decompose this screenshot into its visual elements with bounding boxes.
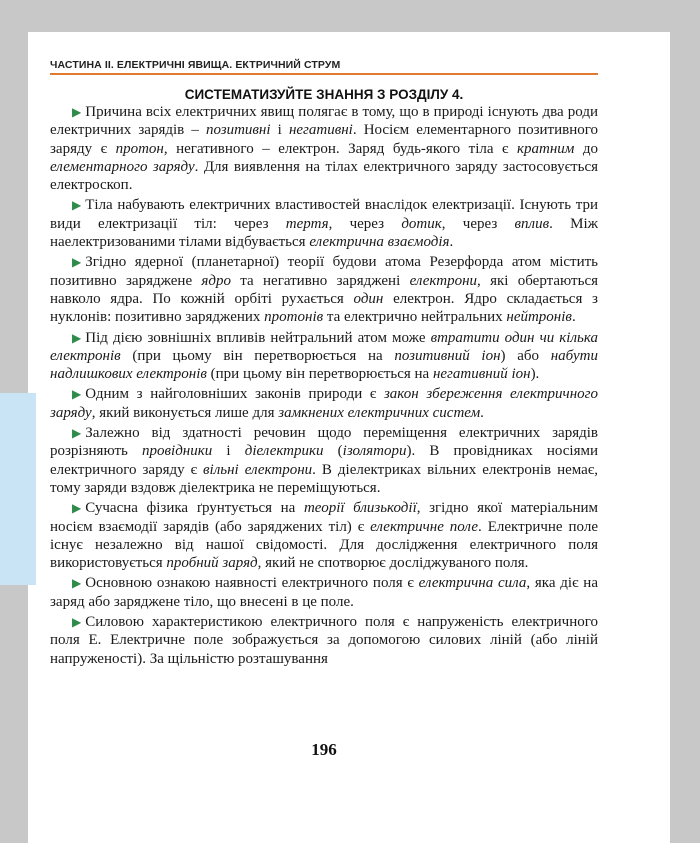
- emphasized-term: елементарного заряду: [50, 158, 195, 175]
- emphasized-term: протонів: [264, 309, 324, 326]
- text-run: , через: [328, 215, 402, 232]
- text-run: Причина всіх електричних явищ полягає в тому, що в природі існують два роди електричних зарядів –: [50, 104, 598, 139]
- emphasized-term: електрони: [409, 272, 478, 289]
- summary-paragraph: [50, 103, 598, 194]
- running-header: ЧАСТИНА ІІ. ЕЛЕКТРИЧНІ ЯВИЩА. ЕКТРИЧНИЙ СТРУМ: [50, 59, 341, 71]
- triangle-right-icon: ▶: [72, 426, 82, 441]
- summary-paragraph: [50, 424, 598, 497]
- page-number: 196: [311, 740, 337, 759]
- summary-paragraph: [50, 253, 598, 326]
- text-run: Одним з найголовніших законів природи є: [85, 386, 384, 403]
- emphasized-term: вільні електрони: [203, 461, 313, 478]
- text-run: Під дією зовнішніх впливів нейтральний атом може: [85, 329, 431, 346]
- text-run: , який виконується лише для: [91, 404, 279, 421]
- text-run: Основною ознакою наявності електричного поля є: [85, 575, 419, 592]
- text-run: Сучасна фізика ґрунтується на: [85, 500, 304, 517]
- summary-text: [50, 103, 598, 670]
- emphasized-term: нейтронів: [506, 309, 572, 326]
- text-run: , негативного – електрон. Заряд будь-якого тіла є: [163, 140, 517, 157]
- triangle-right-icon: ▶: [72, 198, 82, 213]
- triangle-right-icon: ▶: [72, 105, 82, 119]
- summary-paragraph: [50, 499, 598, 572]
- emphasized-term: діелектрики: [244, 443, 324, 460]
- emphasized-term: ізолятори: [342, 443, 407, 460]
- text-run: Згідно ядерної (планетарної) теорії будови атома Резерфорда атом містить позитивно заряджене: [50, 254, 598, 289]
- triangle-right-icon: ▶: [72, 576, 82, 591]
- text-run: Силовою характеристикою електричного поля є напруженість електричного поля Е. Електричне поле зображується за допомогою силових ліній (або ліній напруженості). За щільністю розташування: [50, 614, 598, 667]
- summary-paragraph: [50, 574, 598, 611]
- emphasized-term: електричне поле: [370, 518, 479, 535]
- text-run: , який не спотворює досліджуваного поля.: [257, 555, 529, 572]
- summary-paragraph: [50, 613, 598, 668]
- emphasized-term: пробний заряд: [166, 555, 258, 572]
- triangle-right-icon: ▶: [72, 501, 82, 516]
- text-run: та електрично нейтральних: [323, 309, 507, 326]
- text-run: , які обертаються навколо ядра. По кожній орбіті рухається: [50, 272, 598, 307]
- text-run: і: [212, 443, 245, 460]
- text-run: . Носієм елементарного позитивного заряду є: [50, 122, 599, 157]
- text-run: ).: [530, 366, 540, 383]
- text-run: . Електричне поле існує незалежно від нашої свідомості. Для дослідження електричного поля використовується: [50, 518, 598, 572]
- text-run: (при цьому він перетворюється на: [120, 347, 395, 364]
- text-run: та негативно заряджені: [230, 272, 410, 289]
- emphasized-term: набути надлишкових електронів: [50, 347, 598, 383]
- text-run: .: [449, 234, 454, 251]
- emphasized-term: електрична взаємодія: [309, 234, 450, 251]
- text-run: . Для виявлення на тілах електричного заряду застосовується електроскоп.: [50, 158, 598, 194]
- text-run: .: [480, 404, 484, 421]
- text-run: , через: [441, 215, 515, 232]
- triangle-right-icon: ▶: [72, 615, 82, 630]
- text-run: до: [574, 140, 598, 157]
- text-run: ). В провідниках носіями електричного заряду є: [50, 443, 599, 478]
- triangle-right-icon: ▶: [72, 255, 82, 270]
- emphasized-term: втратити один чи кілька електронів: [50, 329, 598, 364]
- triangle-right-icon: ▶: [72, 387, 82, 402]
- text-run: . В діелектриках вільних електронів немає, тому заряди вздовж діелектрика не переміщуються.: [50, 461, 599, 496]
- emphasized-term: один: [353, 290, 384, 307]
- emphasized-term: негативний іон: [432, 366, 531, 383]
- summary-paragraph: [50, 329, 598, 384]
- text-run: . Між наелектризованими тілами відбувається: [50, 215, 599, 251]
- summary-paragraph: [50, 385, 598, 422]
- text-run: (при цьому він перетворюється на: [206, 366, 433, 383]
- emphasized-term: вплив: [514, 215, 550, 232]
- emphasized-term: тертя: [285, 215, 329, 232]
- header-divider: [50, 73, 598, 75]
- text-run: і: [270, 122, 289, 139]
- text-run: , яка діє на заряд або заряджене тіло, що внесені в це поле.: [50, 575, 598, 610]
- emphasized-term: негативні: [288, 122, 353, 139]
- triangle-right-icon: ▶: [72, 330, 82, 345]
- emphasized-term: позитивний іон: [394, 347, 501, 364]
- emphasized-term: ядро: [201, 272, 231, 289]
- text-run: Тіла набувають електричних властивостей внаслідок електризації. Існують три види електризації тіл: через: [50, 197, 598, 232]
- emphasized-term: протон: [115, 140, 164, 157]
- side-color-tab: [0, 393, 36, 585]
- emphasized-term: електрична сила: [418, 575, 527, 592]
- emphasized-term: провідники: [142, 443, 213, 460]
- text-run: електрон. Ядро складається з нуклонів: позитивно заряджених: [50, 290, 598, 326]
- emphasized-term: закон збереження електричного заряду: [50, 386, 598, 421]
- text-run: (: [323, 443, 343, 460]
- emphasized-term: кратним: [516, 140, 575, 157]
- summary-paragraph: [50, 196, 598, 251]
- text-run: ) або: [500, 347, 551, 364]
- emphasized-term: дотик: [401, 215, 442, 232]
- text-run: .: [571, 309, 576, 326]
- emphasized-term: теорії близькодії: [303, 500, 417, 517]
- section-title: СИСТЕМАТИЗУЙТЕ ЗНАННЯ З РОЗДІЛУ 4.: [184, 87, 464, 102]
- emphasized-term: позитивні: [205, 122, 271, 139]
- emphasized-term: замкнених електричних систем: [278, 404, 481, 421]
- text-run: , згідно якої матеріальним носієм взаємодії зарядів (або заряджених тіл) є: [50, 500, 599, 535]
- text-run: Залежно від здатності речовин щодо переміщення електричних зарядів розрізняють: [50, 425, 598, 460]
